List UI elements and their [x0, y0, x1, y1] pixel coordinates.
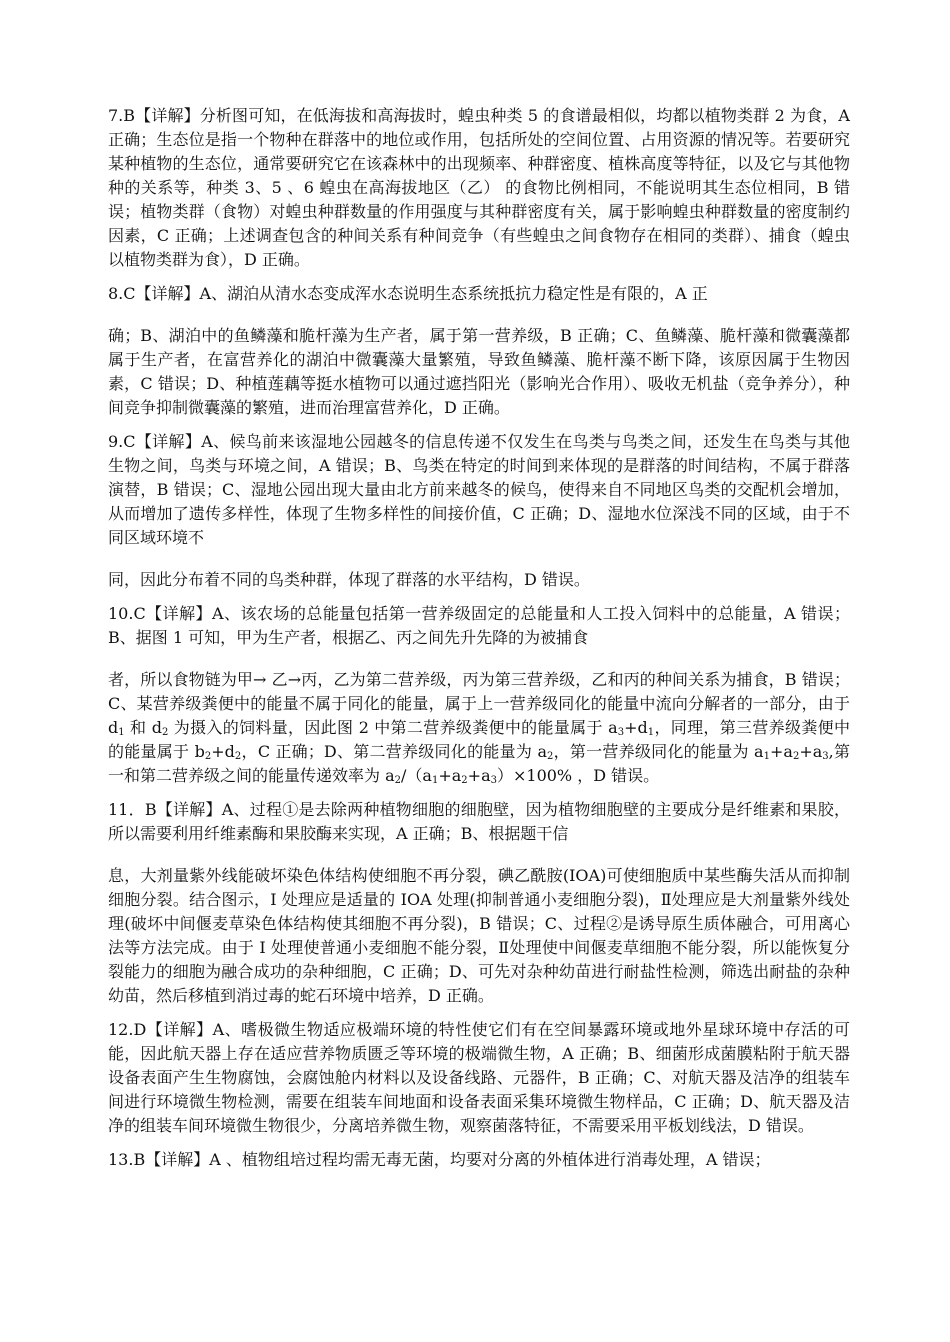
answer-7: 7.B【详解】分析图可知，在低海拔和高海拔时，蝗虫种类 5 的食谱最相似，均都以植物类群 2 为食，A 正确；生态位是指一个物种在群落中的地位或作用，包括所处的空间位置、占用资源的情况等。若要研究某种植物的生态位，通常要研究它在该森林中的出现频率、种群密度、植株高度等特征，以及它与其他物种的关系等，种类 3、5 、6 蝗虫在高海拔地区（乙） 的食物比例相同，不能说明其生态位相同，B 错误；植物类群（食物）对蝗虫种群数量的作用强度与其种群密度有关，属于影响蝗虫种群数量的密度制约因素，C 正确；上述调查包含的种间关系有种间竞争（有些蝗虫之间食物存在相同的类群）、捕食（蝗虫以植物类群为食），D 正确。 [108, 106, 850, 269]
answer-8-line-1: 8.C【详解】A、湖泊从清水态变成浑水态说明生态系统抵抗力稳定性是有限的，A 正 [108, 284, 708, 303]
answer-11-continuation: 息，大剂量紫外线能破坏染色体结构使细胞不再分裂，碘乙酰胺(IOA)可使细胞质中某些酶失活从而抑制细胞分裂。结合图示，I 处理应是适量的 IOA 处理(抑制普通小麦细胞分裂)，Ⅱ处理应是大剂量紫外线处理(破坏中间偃麦草染色体结构使其细胞不再分裂)，B 错误；C、过程②是诱导原生质体融合，可用离心法等方法完成。由于 I 处理使普通小麦细胞不能分裂，Ⅱ处理使中间偃麦草细胞不能分裂，所以能恢复分裂能力的细胞为融合成功的杂种细胞，C 正确；D、可先对杂种幼苗进行耐盐性检测，筛选出耐盐的杂种幼苗，然后移植到消过毒的蛇石环境中培养，D 正确。 [108, 866, 850, 1005]
answer-11: 11．B【详解】A、过程①是去除两种植物细胞的细胞壁，因为植物细胞壁的主要成分是纤维素和果胶，所以需要利用纤维素酶和果胶酶来实现，A 正确；B、根据题干信 [108, 800, 850, 843]
answer-10: 10.C【详解】A、该农场的总能量包括第一营养级固定的总能量和人工投入饲料中的总能量，A 错误；B、据图 1 可知，甲为生产者，根据乙、丙之间先升先降的为被捕食 [108, 604, 850, 647]
answer-9: 9.C【详解】A、候鸟前来该湿地公园越冬的信息传递不仅发生在鸟类与鸟类之间，还发生在鸟类与其他生物之间，鸟类与环境之间，A 错误；B、鸟类在特定的时间到来体现的是群落的时间结构，不属于群落演替，B 错误；C、湿地公园出现大量由北方前来越冬的候鸟，使得来自不同地区鸟类的交配机会增加，从而增加了遗传多样性，体现了生物多样性的间接价值，C 正确；D、湿地水位深浅不同的区域，由于不同区域环境不 [108, 432, 850, 547]
answer-13: 13.B【详解】A 、植物组培过程均需无毒无菌，均要对分离的外植体进行消毒处理，A 错误； [108, 1150, 771, 1169]
answer-8-continuation: 确；B、湖泊中的鱼鳞藻和脆杆藻为生产者，属于第一营养级，B 正确；C、鱼鳞藻、脆杆藻和微囊藻都属于生产者，在富营养化的湖泊中微囊藻大量繁殖，导致鱼鳞藻、脆杆藻不断下降，该原因属于生物因素，C 错误；D、种植莲藕等挺水植物可以通过遮挡阳光（影响光合作用）、吸收无机盐（竞争养分），种间竞争抑制微囊藻的繁殖，进而治理富营养化，D 正确。 [108, 326, 850, 417]
answer-10-continuation: 者，所以食物链为甲→ 乙→丙，乙为第二营养级，丙为第三营养级，乙和丙的种间关系为捕食，B 错误；C、某营养级粪便中的能量不属于同化的能量，属于上一营养级同化的能量中流向分解者的一部分，由于 $d_1$ 和 $d_2$ 为摄入的饲料量，因此图 2 中第二营养级粪便中的能量属于 $a_3+d_1$，同理，第三营养级粪便中的能量属于 $b_2+d_2$，C 正确；D、第二营养级同化的能量为 $a_2$，第一营养级同化的能量为 $a_1+a_2+a_3$,第一和第二营养级之间的能量传递效率为 $a_2/(a_1+a_2+a_3)\times 100\%$ ，D 错误。 [108, 670, 850, 786]
answer-12: 12.D【详解】A、嗜极微生物适应极端环境的特性使它们有在空间暴露环境或地外星球环境中存活的可能，因此航天器上存在适应营养物质匮乏等环境的极端微生物，A 正确；B、细菌形成菌膜粘附于航天器设备表面产生生物腐蚀，会腐蚀舱内材料以及设备线路、元器件，B 正确；C、对航天器及洁净的组装车间进行环境微生物检测，需要在组装车间地面和设备表面采集环境微生物样品，C 正确；D、航天器及洁净的组装车间环境微生物很少，分离培养微生物，观察菌落特征，不需要采用平板划线法，D 错误。 [108, 1020, 850, 1135]
answer-9-continuation: 同，因此分布着不同的鸟类种群，体现了群落的水平结构，D 错误。 [108, 570, 590, 589]
answer-document [108, 104, 850, 1182]
